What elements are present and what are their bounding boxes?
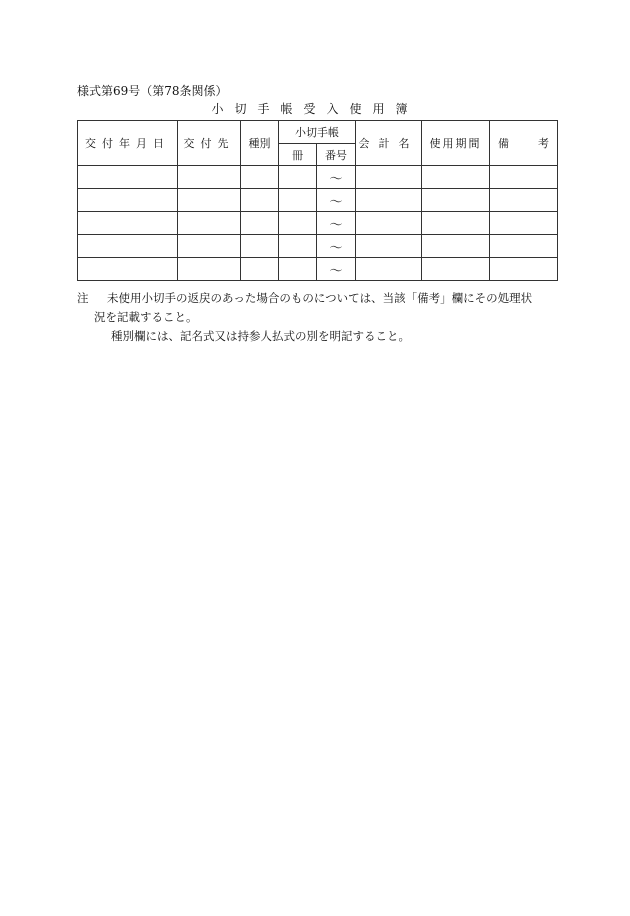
cell-type[interactable] <box>241 235 279 258</box>
cell-usage-period[interactable] <box>422 189 490 212</box>
table-row <box>78 189 558 212</box>
form-number: 様式第69号（第78条関係） <box>77 84 228 98</box>
cell-account-name[interactable] <box>356 212 422 235</box>
header-remarks-char-2: 考 <box>538 137 549 150</box>
cell-usage-period[interactable] <box>422 212 490 235</box>
header-type: 種別 <box>241 121 279 166</box>
header-serial-number: 番号 <box>317 144 356 166</box>
cell-account-name[interactable] <box>356 189 422 212</box>
table-row <box>78 166 558 189</box>
cell-remarks[interactable] <box>490 235 558 258</box>
cell-usage-period[interactable] <box>422 258 490 281</box>
note-text-1: 未使用小切手の返戻のあった場合のものについては、当該「備考」欄にその処理状 <box>107 291 533 305</box>
cell-volume[interactable] <box>279 166 317 189</box>
header-remarks-char-1: 備 <box>498 137 509 150</box>
cell-recipient[interactable] <box>178 212 241 235</box>
cell-issue-date[interactable] <box>78 235 178 258</box>
cell-volume[interactable] <box>279 189 317 212</box>
cell-usage-period[interactable] <box>422 235 490 258</box>
cell-issue-date[interactable] <box>78 189 178 212</box>
table-row <box>78 212 558 235</box>
note-item-1-continued <box>77 308 561 327</box>
cell-type[interactable] <box>241 258 279 281</box>
cell-account-name[interactable] <box>356 166 422 189</box>
cell-serial-range[interactable]: ～ <box>317 166 356 189</box>
cell-recipient[interactable] <box>178 235 241 258</box>
header-remarks <box>490 121 558 166</box>
cell-account-name[interactable] <box>356 235 422 258</box>
cell-remarks[interactable] <box>490 166 558 189</box>
checkbook-ledger-table <box>77 120 558 281</box>
cell-serial-range[interactable]: ～ <box>317 189 356 212</box>
table-row <box>78 235 558 258</box>
cell-recipient[interactable] <box>178 166 241 189</box>
table-row <box>78 258 558 281</box>
cell-serial-range[interactable]: ～ <box>317 212 356 235</box>
cell-issue-date[interactable] <box>78 166 178 189</box>
cell-volume[interactable] <box>279 235 317 258</box>
header-volume: 冊 <box>279 144 317 166</box>
cell-recipient[interactable] <box>178 258 241 281</box>
header-issue-date: 交付年月日 <box>78 121 178 166</box>
cell-issue-date[interactable] <box>78 258 178 281</box>
cell-remarks[interactable] <box>490 258 558 281</box>
header-checkbook-group: 小切手帳 <box>279 121 356 144</box>
cell-recipient[interactable] <box>178 189 241 212</box>
note-label: 注 <box>77 291 89 305</box>
cell-type[interactable] <box>241 212 279 235</box>
notes-section <box>77 289 561 346</box>
cell-type[interactable] <box>241 166 279 189</box>
cell-serial-range[interactable]: ～ <box>317 235 356 258</box>
cell-account-name[interactable] <box>356 258 422 281</box>
note-text-2: 況を記載すること。 <box>94 310 198 324</box>
cell-volume[interactable] <box>279 212 317 235</box>
header-usage-period: 使用期間 <box>422 121 490 166</box>
note-item-1 <box>77 289 561 308</box>
form-title: 小切手帳受入使用簿 <box>211 102 419 116</box>
header-recipient: 交付先 <box>178 121 241 166</box>
cell-remarks[interactable] <box>490 212 558 235</box>
cell-issue-date[interactable] <box>78 212 178 235</box>
cell-type[interactable] <box>241 189 279 212</box>
cell-remarks[interactable] <box>490 189 558 212</box>
cell-volume[interactable] <box>279 258 317 281</box>
header-account-name: 会計名 <box>356 121 422 166</box>
cell-usage-period[interactable] <box>422 166 490 189</box>
note-text-3: 種別欄には、記名式又は持参人払式の別を明記すること。 <box>111 329 410 343</box>
cell-serial-range[interactable]: ～ <box>317 258 356 281</box>
note-item-2 <box>77 327 561 346</box>
